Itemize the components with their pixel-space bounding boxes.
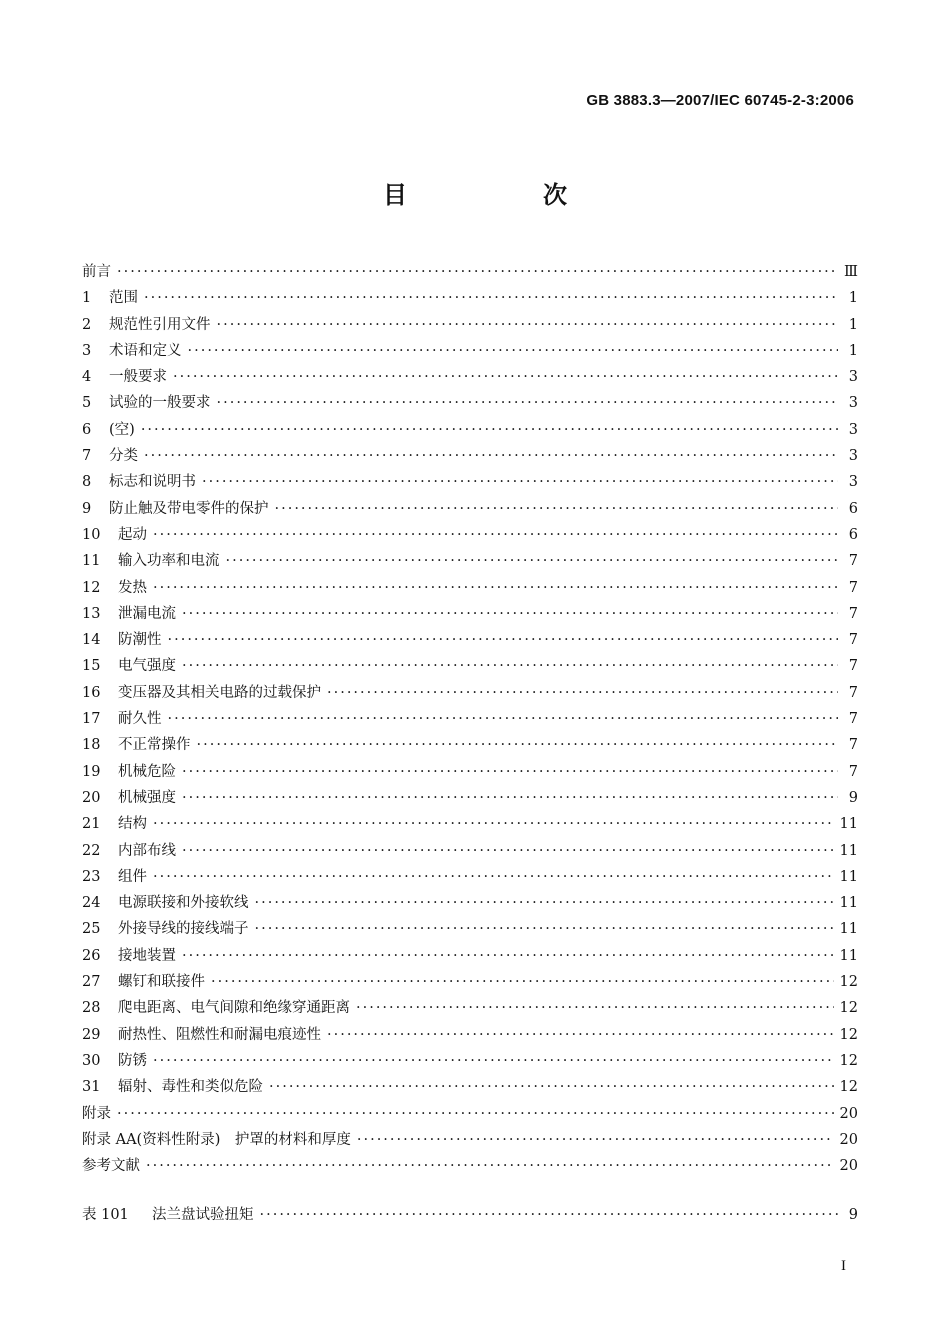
toc-entry-page: 20 [839, 1158, 858, 1175]
toc-entry-number: 1 [82, 290, 92, 307]
leader-dots [144, 443, 838, 469]
toc-entry-title: 发热 [118, 579, 147, 596]
toc-entry-number: 13 [82, 605, 101, 622]
toc-entry-number: 8 [82, 474, 92, 491]
toc-entry-page: 7 [848, 553, 858, 570]
toc-entry[interactable] [82, 522, 858, 548]
toc-entry-page: 11 [839, 816, 858, 833]
toc-entry-title: 术语和定义 [109, 342, 182, 359]
toc-entry-page: 11 [839, 842, 858, 859]
toc-entry-page: 12 [839, 1000, 858, 1017]
toc-entry-page: 1 [848, 290, 858, 307]
leader-dots [141, 417, 838, 443]
table-page: 9 [848, 1207, 858, 1223]
toc-entry-title: 防潮性 [118, 632, 162, 649]
leader-dots [211, 969, 834, 995]
toc-entry[interactable] [82, 312, 858, 338]
toc-entry-number: 25 [82, 921, 101, 938]
toc-entry-number: 10 [82, 526, 101, 543]
leader-dots [327, 680, 838, 706]
leader-dots [182, 785, 838, 811]
leader-dots [144, 285, 838, 311]
toc-entry-page: 3 [848, 421, 858, 438]
toc-entry[interactable] [82, 759, 858, 785]
toc-entry-number: 23 [82, 868, 101, 885]
toc-entry[interactable] [82, 1153, 858, 1179]
leader-dots [153, 522, 838, 548]
toc-entry-number: 2 [82, 316, 92, 333]
toc-entry-page: 1 [848, 316, 858, 333]
leader-dots [197, 732, 839, 758]
leader-dots [146, 1153, 834, 1179]
leader-dots [182, 943, 834, 969]
toc-entry-number: 20 [82, 789, 101, 806]
toc-entry-number: 28 [82, 1000, 101, 1017]
toc-entry[interactable] [82, 732, 858, 758]
toc-entry[interactable] [82, 1048, 858, 1074]
toc-entry-title: 爬电距离、电气间隙和绝缘穿通距离 [118, 1000, 350, 1017]
toc-entry-title: 前言 [82, 264, 111, 280]
toc-entry[interactable] [82, 653, 858, 679]
table-of-contents [82, 259, 858, 1179]
toc-entry-title: 泄漏电流 [118, 605, 176, 622]
leader-dots [182, 759, 838, 785]
toc-entry-page: Ⅲ [844, 264, 858, 280]
toc-entry-title: 输入功率和电流 [118, 553, 220, 570]
toc-entry-page: 6 [848, 500, 858, 517]
leader-dots [153, 864, 834, 890]
leader-dots [182, 601, 838, 627]
leader-dots [168, 627, 839, 653]
leader-dots [275, 496, 839, 522]
toc-entry[interactable] [82, 943, 858, 969]
toc-entry-number: 22 [82, 842, 101, 859]
toc-entry-title: 规范性引用文件 [109, 316, 211, 333]
leader-dots [188, 338, 839, 364]
table-list-entry[interactable] [82, 1202, 858, 1228]
toc-entry-title: 变压器及其相关电路的过载保护 [118, 684, 321, 701]
leader-dots [269, 1074, 834, 1100]
toc-entry-number: 14 [82, 632, 101, 649]
toc-entry-title: 电源联接和外接软线 [118, 895, 249, 912]
toc-entry-number: 11 [82, 553, 101, 570]
toc-entry[interactable] [82, 838, 858, 864]
toc-entry-page: 6 [848, 526, 858, 543]
toc-entry-page: 11 [839, 921, 858, 938]
leader-dots [182, 838, 834, 864]
toc-entry-page: 12 [839, 1026, 858, 1043]
leader-dots [226, 548, 839, 574]
leader-dots [117, 1101, 834, 1127]
toc-entry-title: (空) [109, 421, 135, 438]
toc-entry-number: 4 [82, 369, 92, 386]
toc-entry-page: 7 [848, 658, 858, 675]
toc-entry[interactable] [82, 417, 858, 443]
toc-entry[interactable] [82, 969, 858, 995]
toc-entry-title: 起动 [118, 526, 147, 543]
toc-entry-page: 7 [848, 632, 858, 649]
toc-entry-number: 26 [82, 947, 101, 964]
toc-entry-number: 9 [82, 500, 92, 517]
toc-entry[interactable] [82, 1101, 858, 1127]
toc-entry[interactable] [82, 1022, 858, 1048]
page-number: I [841, 1258, 846, 1274]
toc-entry-title: 范围 [109, 290, 138, 307]
toc-entry-title: 耐久性 [118, 711, 162, 728]
toc-entry-title: 电气强度 [118, 658, 176, 675]
toc-entry-number: 30 [82, 1052, 101, 1069]
leader-dots [217, 312, 839, 338]
toc-entry-page: 7 [848, 763, 858, 780]
toc-entry-page: 3 [848, 395, 858, 412]
toc-entry-number: 6 [82, 421, 92, 438]
toc-entry[interactable] [82, 601, 858, 627]
toc-entry-number: 31 [82, 1079, 101, 1096]
toc-entry-title: 辐射、毒性和类似危险 [118, 1079, 263, 1096]
leader-dots [153, 1048, 834, 1074]
toc-entry-number: 12 [82, 579, 101, 596]
toc-entry-title: 接地装置 [118, 947, 176, 964]
toc-entry-page: 7 [848, 605, 858, 622]
toc-entry-page: 7 [848, 579, 858, 596]
toc-entry[interactable] [82, 496, 858, 522]
leader-dots [153, 811, 834, 837]
toc-entry-number: 27 [82, 974, 101, 991]
toc-entry[interactable] [82, 785, 858, 811]
toc-entry[interactable] [82, 995, 858, 1021]
toc-entry-title: 防锈 [118, 1052, 147, 1069]
toc-entry-number: 21 [82, 816, 101, 833]
leader-dots [117, 259, 838, 285]
toc-entry-title: 防止触及带电零件的保护 [109, 500, 269, 517]
toc-entry-page: 3 [848, 369, 858, 386]
leader-dots [168, 706, 839, 732]
list-of-tables [82, 1202, 858, 1228]
toc-entry-number: 7 [82, 448, 92, 465]
toc-entry-number: 17 [82, 711, 101, 728]
leader-dots [202, 469, 838, 495]
toc-entry-number: 19 [82, 763, 101, 780]
toc-entry[interactable] [82, 1074, 858, 1100]
toc-entry-page: 7 [848, 711, 858, 728]
toc-entry[interactable] [82, 364, 858, 390]
toc-entry-title: 机械强度 [118, 789, 176, 806]
toc-entry[interactable] [82, 890, 858, 916]
page-title: 目 次 [383, 181, 623, 209]
toc-entry-number: 18 [82, 737, 101, 754]
toc-entry-title: 组件 [118, 868, 147, 885]
toc-entry-page: 11 [839, 947, 858, 964]
toc-entry-number: 16 [82, 684, 101, 701]
toc-entry-page: 20 [839, 1105, 858, 1122]
leader-dots [327, 1022, 834, 1048]
leader-dots [255, 916, 834, 942]
toc-entry[interactable] [82, 575, 858, 601]
toc-entry-number: 29 [82, 1026, 101, 1043]
toc-entry-title: 外接导线的接线端子 [118, 921, 249, 938]
toc-entry-title: 不正常操作 [118, 737, 191, 754]
toc-entry[interactable] [82, 811, 858, 837]
toc-entry[interactable] [82, 259, 858, 285]
toc-entry-title: 分类 [109, 448, 138, 465]
toc-entry-title: 内部布线 [118, 842, 176, 859]
leader-dots [217, 390, 839, 416]
toc-entry[interactable] [82, 916, 858, 942]
leader-dots [255, 890, 834, 916]
toc-entry[interactable] [82, 338, 858, 364]
table-title: 法兰盘试验扭矩 [152, 1207, 254, 1223]
toc-entry-title: 标志和说明书 [109, 474, 196, 491]
toc-entry-title: 试验的一般要求 [109, 395, 211, 412]
leader-dots [356, 995, 834, 1021]
leader-dots [182, 653, 838, 679]
toc-entry-title: 附录 AA(资料性附录) 护罩的材料和厚度 [82, 1131, 351, 1148]
toc-entry-number: 5 [82, 395, 92, 412]
leader-dots [173, 364, 838, 390]
toc-entry-page: 3 [848, 448, 858, 465]
toc-entry-page: 11 [839, 868, 858, 885]
toc-entry-page: 9 [848, 789, 858, 806]
toc-entry[interactable] [82, 285, 858, 311]
toc-entry[interactable] [82, 443, 858, 469]
leader-dots [357, 1127, 834, 1153]
toc-entry[interactable] [82, 469, 858, 495]
toc-entry[interactable] [82, 390, 858, 416]
toc-entry-title: 耐热性、阻燃性和耐漏电痕迹性 [118, 1026, 321, 1043]
toc-entry-number: 24 [82, 895, 101, 912]
toc-entry[interactable] [82, 680, 858, 706]
toc-entry-title: 螺钉和联接件 [118, 974, 205, 991]
toc-entry-page: 7 [848, 684, 858, 701]
table-label: 表 101 [82, 1207, 129, 1223]
toc-entry-page: 12 [839, 1079, 858, 1096]
toc-entry-title: 一般要求 [109, 369, 167, 386]
toc-entry-page: 3 [848, 474, 858, 491]
toc-entry-page: 11 [839, 895, 858, 912]
toc-entry[interactable] [82, 864, 858, 890]
leader-dots [153, 575, 838, 601]
toc-entry-title: 参考文献 [82, 1158, 140, 1175]
toc-entry-page: 7 [848, 737, 858, 754]
standard-number-header: GB 3883.3—2007/IEC 60745-2-3:2006 [586, 92, 854, 109]
leader-dots [260, 1202, 839, 1228]
toc-entry-number: 3 [82, 342, 92, 359]
toc-entry-number: 15 [82, 658, 101, 675]
toc-entry-page: 20 [839, 1131, 858, 1148]
toc-entry-title: 附录 [82, 1105, 111, 1122]
toc-entry[interactable] [82, 706, 858, 732]
toc-entry-title: 结构 [118, 816, 147, 833]
toc-entry[interactable] [82, 548, 858, 574]
toc-entry[interactable] [82, 1127, 858, 1153]
toc-entry-page: 12 [839, 974, 858, 991]
toc-entry[interactable] [82, 627, 858, 653]
toc-entry-title: 机械危险 [118, 763, 176, 780]
toc-entry-page: 12 [839, 1052, 858, 1069]
toc-entry-page: 1 [848, 342, 858, 359]
